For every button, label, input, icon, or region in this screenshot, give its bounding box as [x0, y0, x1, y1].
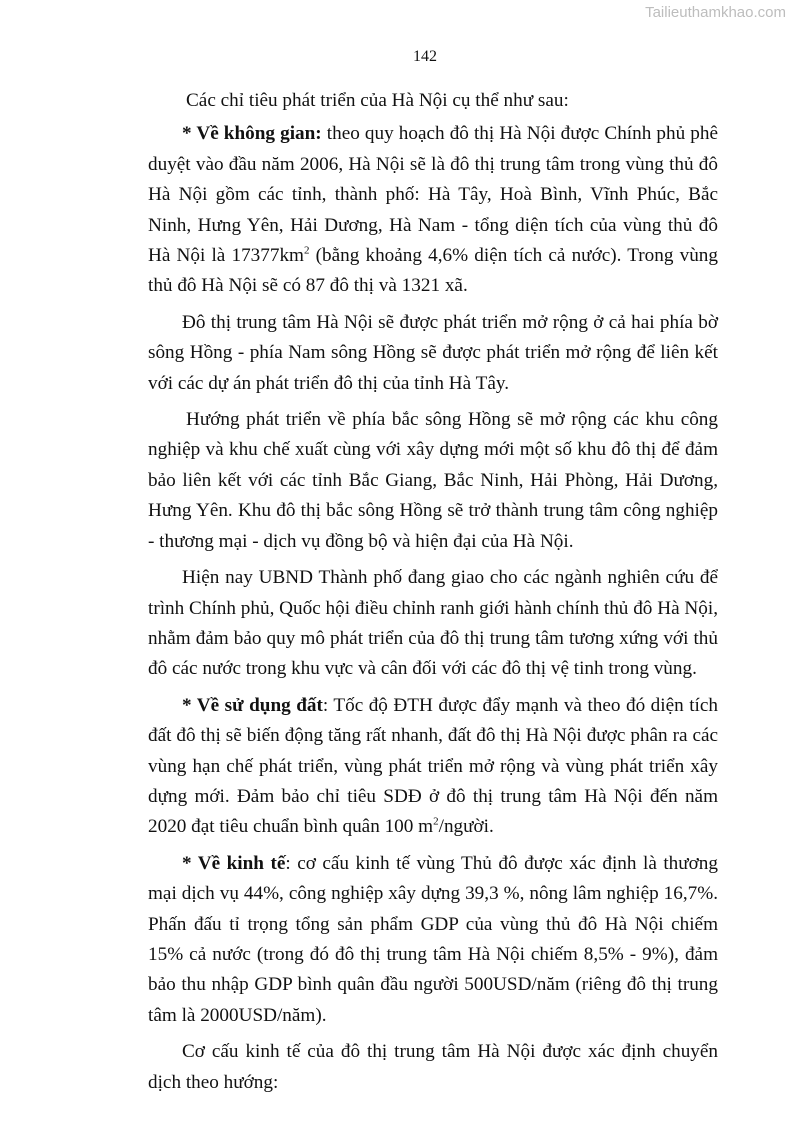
heading-economy: * Về kinh tế	[182, 852, 286, 874]
paragraph-intro: Các chỉ tiêu phát triển của Hà Nội cụ thể như sau:	[186, 90, 569, 111]
paragraph-economy	[148, 849, 718, 1031]
superscript-m2: 2	[433, 815, 439, 828]
paragraph-land-use	[148, 691, 718, 843]
paragraph-urban-center: Đô thị trung tâm Hà Nội sẽ được phát triển mở rộng ở cả hai phía bờ sông Hồng - phía Nam sông Hồng sẽ được phát triển mở rộng để liên kết với các dự án phát triển đô thị của tỉnh Hà Tây.	[148, 311, 718, 394]
economy-text: : cơ cấu kinh tế vùng Thủ đô được xác định là thương mại dịch vụ 44%, công nghiệp xây dựng 39,3 %, nông lâm nghiệp 16,7%. Phấn đấu tỉ trọng tổng sản phẩm GDP của vùng thủ đô Hà Nội chiếm 15% cả nước (trong đó đô thị trung tâm Hà Nội chiếm 8,5% - 9%), đảm bảo thu nhập GDP bình quân đầu người 500USD/năm (riêng đô thị trung tâm là 2000USD/năm).	[148, 852, 718, 1026]
paragraph-space	[148, 119, 718, 301]
paragraph-north-direction: Hướng phát triển về phía bắc sông Hồng sẽ mở rộng các khu công nghiệp và khu chế xuất cùng với xây dựng mới một số khu đô thị để đảm bảo liên kết với các tỉnh Bắc Giang, Bắc Ninh, Hải Phòng, Hải Dương, Hưng Yên. Khu đô thị bắc sông Hồng sẽ trở thành trung tâm công nghiệp - thương mại - dịch vụ đồng bộ và hiện đại của Hà Nội.	[148, 409, 718, 552]
paragraph-structure: Cơ cấu kinh tế của đô thị trung tâm Hà Nội được xác định chuyển dịch theo hướng:	[148, 1041, 718, 1093]
land-use-text-b: /người.	[438, 816, 494, 838]
paragraph-ubnd: Hiện nay UBND Thành phố đang giao cho các ngành nghiên cứu để trình Chính phủ, Quốc hội điều chỉnh ranh giới hành chính thủ đô Hà Nội, nhằm đảm bảo quy mô phát triển của đô thị trung tâm tương xứng với thủ đô các nước trong khu vực và cân đối với các đô thị vệ tinh trong vùng.	[148, 567, 718, 680]
space-text-a: theo quy hoạch đô thị Hà Nội được Chính phủ phê duyệt vào đầu năm 2006, Hà Nội sẽ là đô thị trung tâm trong vùng thủ đô Hà Nội gồm các tỉnh, thành phố: Hà Tây, Hoà Bình, Vĩnh Phúc, Bắc Ninh, Hưng Yên, Hải Dương, Hà Nam - tổng diện tích của vùng thủ đô Hà Nội là 17377km	[148, 123, 718, 267]
document-body	[148, 86, 718, 1098]
space-text-b: (bằng khoảng 4,6% diện tích cả nước). Trong vùng thủ đô Hà Nội sẽ có 87 đô thị và 1321 xã.	[148, 245, 718, 297]
heading-land-use: * Về sử dụng đất	[182, 694, 323, 716]
heading-space: * Về không gian:	[182, 123, 322, 145]
superscript-km2: 2	[303, 244, 310, 257]
page-number: 142	[413, 48, 437, 65]
land-use-text-a: : Tốc độ ĐTH được đẩy mạnh và theo đó diện tích đất đô thị sẽ biến động tăng rất nhanh, đất đô thị Hà Nội được phân ra các vùng hạn chế phát triển, vùng phát triển mở rộng và vùng phát triển xây dựng mới. Đảm bảo chỉ tiêu SDĐ ở đô thị trung tâm Hà Nội đến năm 2020 đạt tiêu chuẩn bình quân 100 m	[148, 694, 718, 838]
watermark: Tailieuthamkhao.com	[645, 4, 786, 21]
